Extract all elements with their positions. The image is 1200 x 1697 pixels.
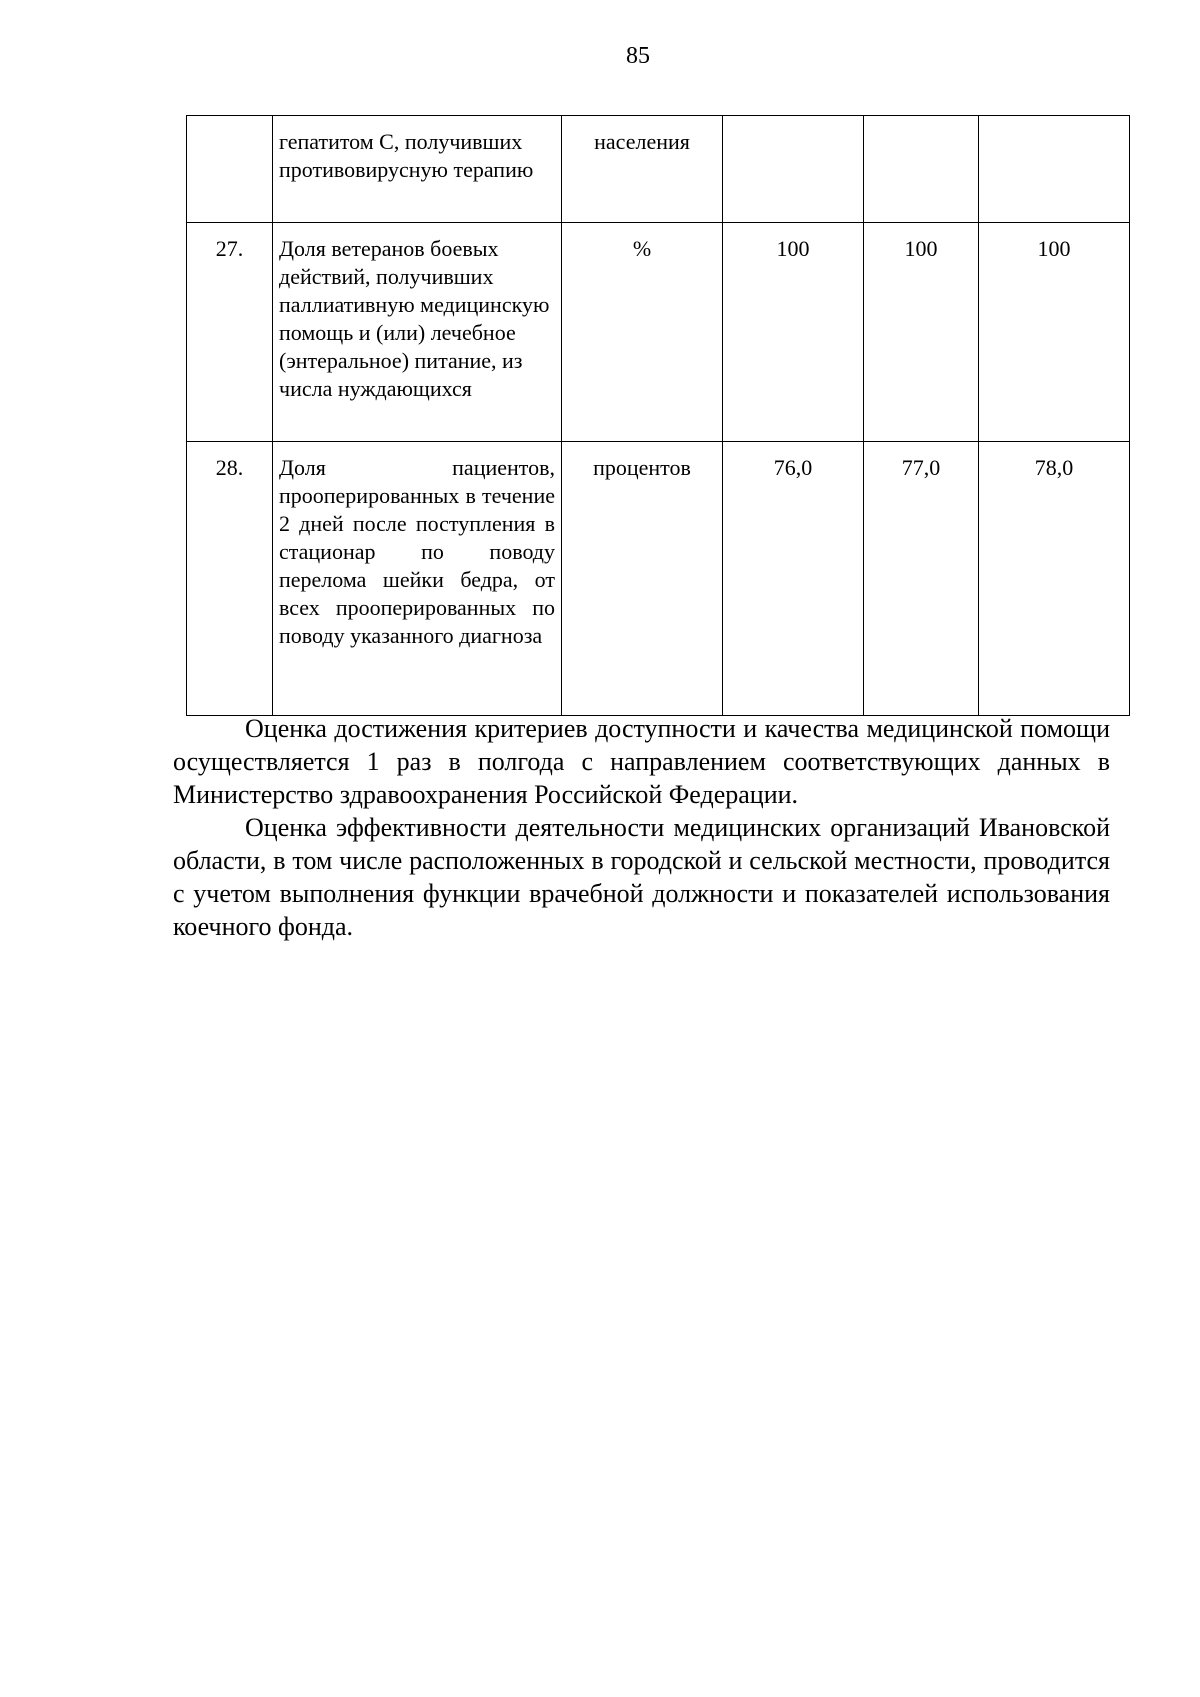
unit-cell: % [562, 223, 723, 442]
criterion-name-cell: Доля ветеранов боевых действий, получивших паллиативную медицинскую помощь и (или) лечебное (энтеральное) питание, из числа нуждающихся [273, 223, 562, 442]
unit-cell: процентов [562, 442, 723, 716]
row-number-cell: 27. [187, 223, 273, 442]
criterion-name-cell: гепатитом С, получивших противовирусную терапию [273, 116, 562, 223]
value-cell [723, 116, 864, 223]
paragraph: Оценка достижения критериев доступности и качества медицинской помощи осуществляется 1 раз в полгода с направлением соответствующих данных в Министерство здравоохранения Российской Федерации. [173, 714, 1110, 809]
value-cell [979, 116, 1130, 223]
page-number: 85 [626, 43, 650, 69]
paragraph: Оценка эффективности деятельности медицинских организаций Ивановской области, в том числе расположенных в городской и сельской местности, проводится с учетом выполнения функции врачебной должности и показателей использования коечного фонда. [173, 813, 1110, 941]
value-cell: 100 [864, 223, 979, 442]
value-cell [864, 116, 979, 223]
value-cell: 100 [979, 223, 1130, 442]
row-number-cell [187, 116, 273, 223]
value-cell: 76,0 [723, 442, 864, 716]
value-cell: 78,0 [979, 442, 1130, 716]
value-cell: 100 [723, 223, 864, 442]
criterion-name-cell: Доля пациентов, прооперированных в течение 2 дней после поступления в стационар по поводу перелома шейки бедра, от всех прооперированных по поводу указанного диагноза [273, 442, 562, 716]
table-row [187, 116, 1130, 223]
row-number-cell: 28. [187, 442, 273, 716]
unit-cell: населения [562, 116, 723, 223]
table-row [187, 442, 1130, 716]
table-row [187, 223, 1130, 442]
body-text [173, 712, 1110, 943]
value-cell: 77,0 [864, 442, 979, 716]
criteria-table [186, 115, 1130, 716]
